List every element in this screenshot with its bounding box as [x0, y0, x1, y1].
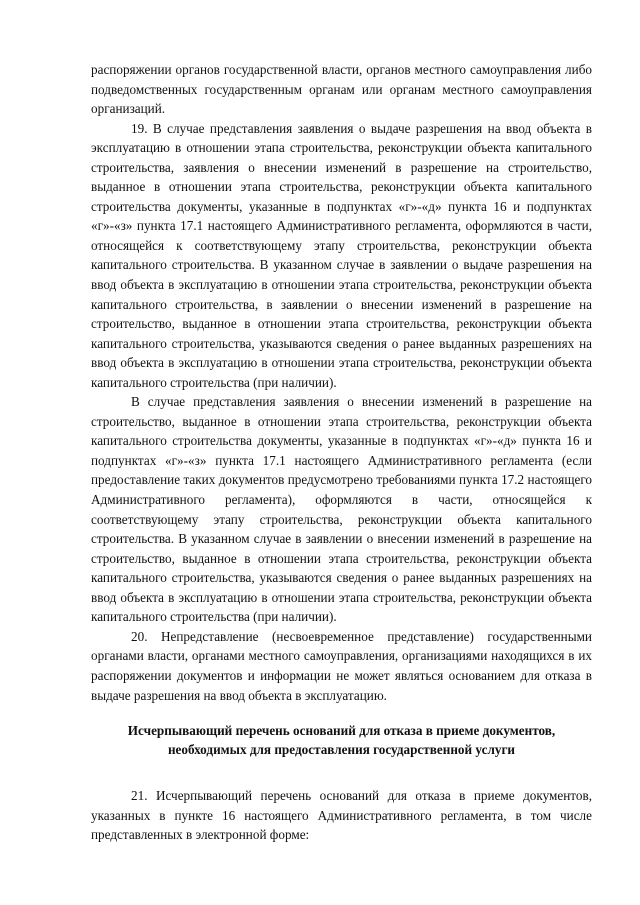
paragraph-19-second: В случае представления заявления о внесении изменений в разрешение на строительство, выданное в отношении этапа строительства, реконструкции объекта капитального строительства документы, указанные в подпунктах «г»-«д» пункта 16 и подпунктах «г»-«з» пункта 17.1 настоящего Административного регламента (если предоставление таких документов предусмотрено требованиями пункта 17.2 настоящего Административного регламента), оформляются в части, относящейся к соответствующему этапу строительства, реконструкции объекта капитального строительства. В указанном случае в заявлении о внесении изменений в разрешение на строительство, выданное в отношении этапа строительства, реконструкции объекта капитального строительства, указываются сведения о ранее выданных разрешениях на ввод объекта в эксплуатацию в отношении этапа строительства, реконструкции объекта капитального строительства (при наличии). [91, 394, 592, 625]
section-heading: Исчерпывающий перечень оснований для отказа в приеме документов, необходимых для предоставления государственной услуги [127, 723, 556, 758]
document-body [91, 60, 592, 845]
paragraph-19: 19. В случае представления заявления о выдаче разрешения на ввод объекта в эксплуатацию в отношении этапа строительства, реконструкции объекта капитального строительства, заявления о внесении изменений в разрешение на строительство, выданное в отношении этапа строительства, реконструкции объекта капитального строительства документы, указанные в подпунктах «г»-«д» пункта 16 и подпунктах «г»-«з» пункта 17.1 настоящего Административного регламента, оформляются в части, относящейся к соответствующему этапу строительства, реконструкции объекта капитального строительства. В указанном случае в заявлении о выдаче разрешения на ввод объекта в эксплуатацию в отношении этапа строительства, реконструкции объекта капитального строительства, в заявлении о внесении изменений в разрешение на строительство, выданное в отношении этапа строительства, реконструкции объекта капитального строительства, указываются сведения о ранее выданных разрешениях на ввод объекта в эксплуатацию в отношении этапа строительства, реконструкции объекта капитального строительства (при наличии). [91, 120, 592, 390]
paragraph-20: 20. Непредставление (несвоевременное представление) государственными органами власти, органами местного самоуправления, организациями находящихся в их распоряжении документов и информации не может являться основанием для отказа в выдаче разрешения на ввод объекта в эксплуатацию. [91, 628, 592, 703]
paragraph-continuation: распоряжении органов государственной власти, органов местного самоуправления либо подведомственных государственным органам или органам местного самоуправления организаций. [91, 62, 592, 117]
paragraph-21: 21. Исчерпывающий перечень оснований для отказа в приеме документов, указанных в пункте 16 настоящего Административного регламента, в том числе представленных в электронной форме: [91, 788, 592, 843]
